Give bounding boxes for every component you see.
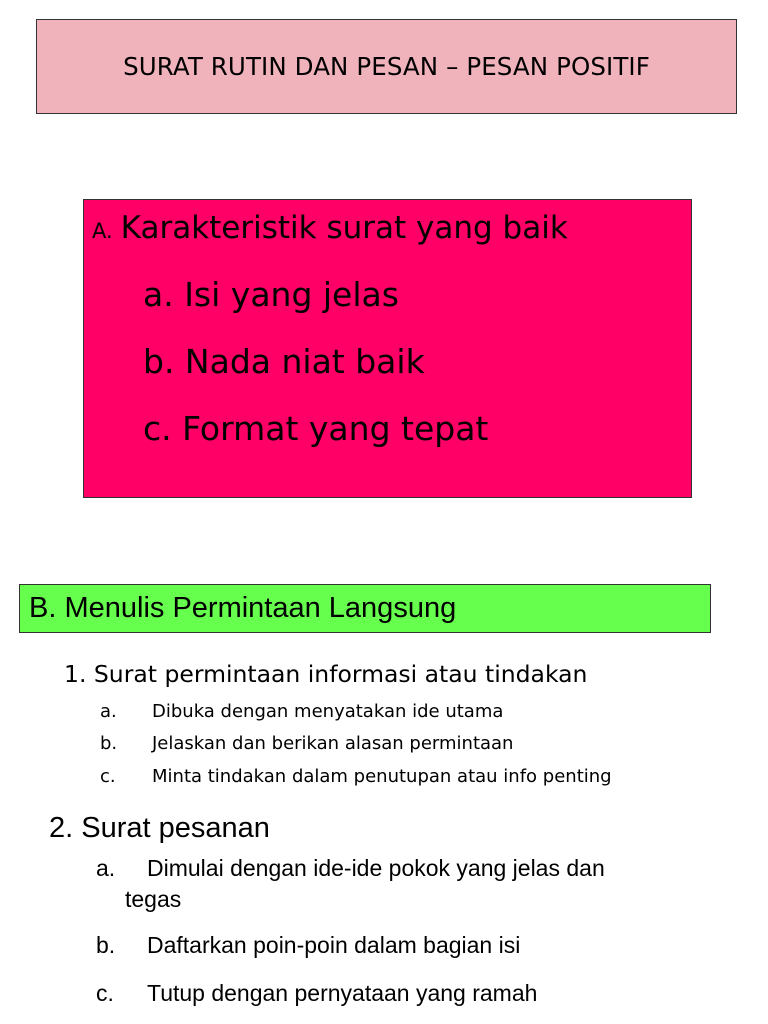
- section-a-box: [83, 199, 692, 498]
- point1-item-a-text: Dibuka dengan menyatakan ide utama: [152, 701, 504, 722]
- section-a-item-2: b. Nada niat baik: [143, 342, 425, 381]
- point2-item-b-text: Daftarkan poin-poin dalam bagian isi: [147, 932, 521, 958]
- point2-item-a-continuation: tegas: [125, 886, 182, 912]
- section-a-item-3: c. Format yang tepat: [143, 409, 489, 448]
- point1-heading: 1. Surat permintaan informasi atau tindakan: [64, 660, 588, 688]
- section-b-heading: B. Menulis Permintaan Langsung: [19, 584, 711, 633]
- point2-item-a-letter: a.: [96, 855, 116, 881]
- point2-item-c-text: Tutup dengan pernyataan yang ramah: [147, 980, 538, 1006]
- point1-item-a-letter: a.: [100, 701, 117, 722]
- section-a-letter: A.: [92, 219, 113, 243]
- point1-item-b-letter: b.: [100, 733, 118, 754]
- point2-heading: 2. Surat pesanan: [49, 812, 270, 844]
- point1-item-c-text: Minta tindakan dalam penutupan atau info penting: [152, 766, 612, 787]
- point2-item-c-letter: c.: [96, 980, 114, 1006]
- section-a-heading-text: Karakteristik surat yang baik: [120, 210, 568, 246]
- section-a-heading: [92, 210, 568, 246]
- point2-item-a-text: Dimulai dengan ide-ide pokok yang jelas dan: [147, 855, 605, 881]
- point2-item-b-letter: b.: [96, 932, 116, 958]
- point1-item-b-text: Jelaskan dan berikan alasan permintaan: [152, 733, 514, 754]
- point1-item-c-letter: c.: [100, 766, 116, 787]
- section-a-item-1: a. Isi yang jelas: [143, 275, 399, 314]
- slide-title: SURAT RUTIN DAN PESAN – PESAN POSITIF: [36, 19, 737, 114]
